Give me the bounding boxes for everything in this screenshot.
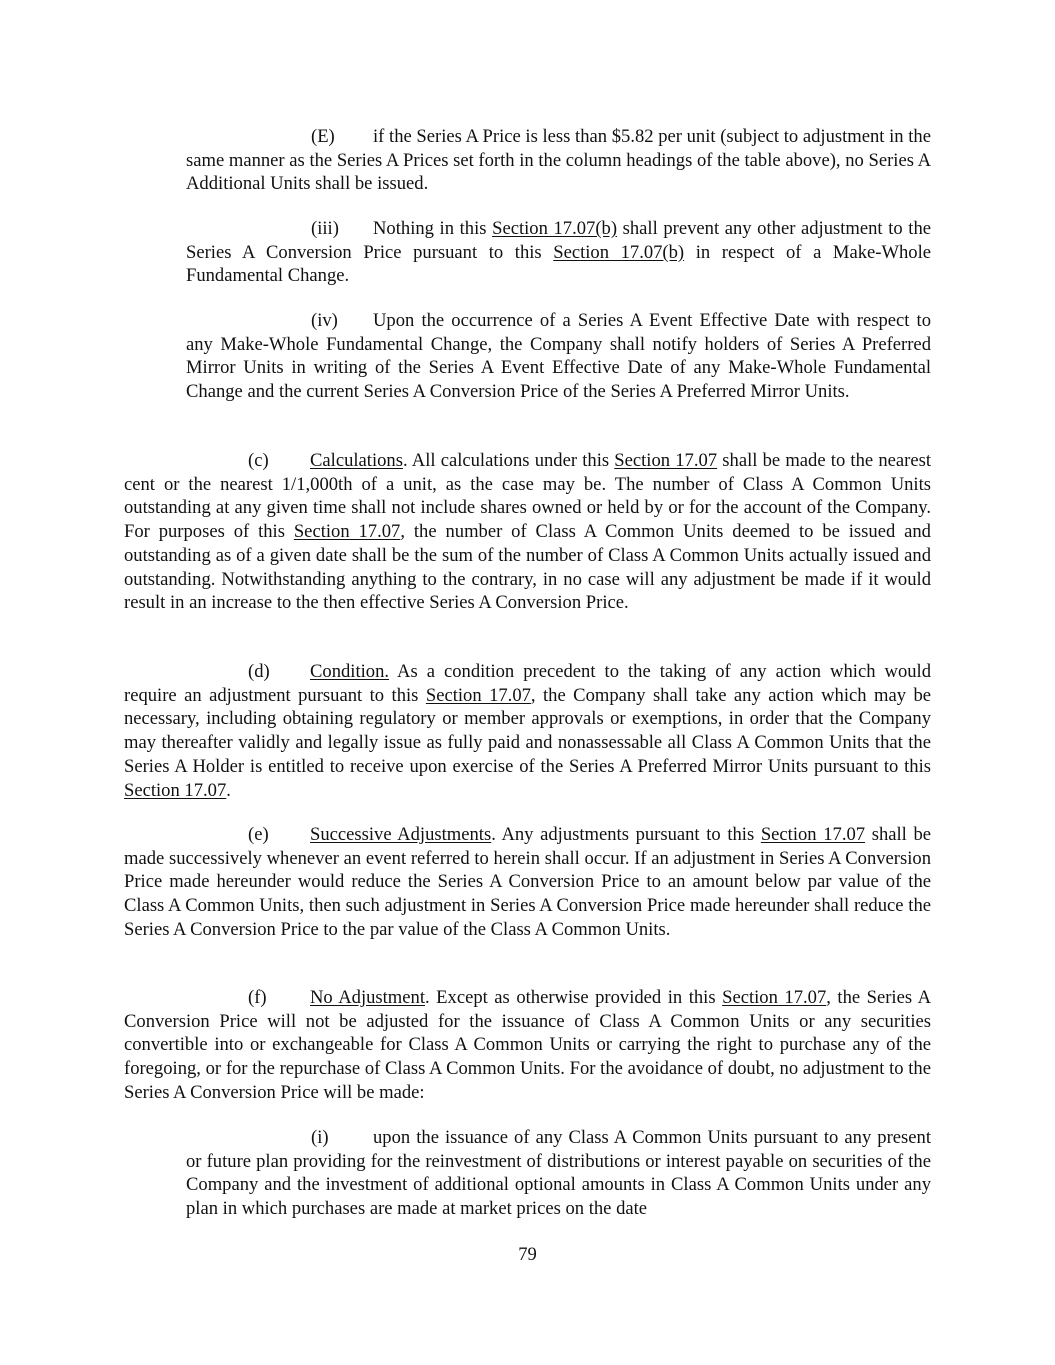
section-reference: Section 17.07 (760, 824, 866, 845)
paragraph-text: . Any adjustments pursuant to this (491, 824, 761, 845)
section-reference: Section 17.07 (425, 684, 531, 706)
paragraph-number: (E) (311, 126, 335, 147)
paragraph-text: . (226, 779, 231, 801)
paragraph-text: shall be made successively whenever an event referred to herein shall occur. If an adjustment in Series A Conversion Price made hereunder would reduce the Series A Conversion Price to an amount below par value of the Class A Common Units, then such adjustment in Series A Conversion Price made hereunder shall reduce the Series A Conversion Price to the par value of the Class A Common Units. (124, 824, 932, 940)
section-reference: Section 17.07 (614, 450, 718, 471)
paragraph-text: shall prevent any other adjustment to the Series A Conversion Price pursuant to this (186, 218, 931, 263)
paragraph-text: , the Company shall take any action which may be necessary, including obtaining regulatory or member approvals or exemptions, in order that the Company may thereafter validly and legally issue as fully paid and nonassessable all Class A Common Units that the Series A Holder is entitled to receive upon exercise of the Series A Preferred Mirror Units pursuant to this (124, 684, 931, 777)
section-reference: Section 17.07 (722, 987, 827, 1008)
paragraph-number: (i) (311, 1127, 329, 1148)
paragraph-number: (d) (248, 661, 270, 682)
paragraph-text: , the Series A Conversion Price will not be adjusted for the issuance of Class A Common Units or any securities convertible into or exchangeable for Class A Common Units or carrying the right to purchase any of the foregoing, or for the repurchase of Class A Common Units. For the avoidance of doubt, no adjustment to the Series A Conversion Price will be made: (124, 987, 932, 1103)
paragraph-number: (iii) (311, 218, 339, 239)
paragraph-text: As a condition precedent to the taking of any action which would require an adjustment pursuant to this (124, 661, 931, 706)
paragraph-e (124, 823, 931, 942)
paragraph-number: (c) (248, 450, 269, 471)
section-heading: Condition. (310, 661, 390, 682)
paragraph-text: shall be made to the nearest cent or the nearest 1/1,000th of a unit, as the case may be. The number of Class A Common Units outstanding at any given time shall not include shares owned or held by or for the account of the Company. For purposes of this (124, 450, 931, 543)
paragraph-number: (e) (248, 824, 269, 845)
paragraph-c (124, 449, 931, 615)
paragraph-text: Upon the occurrence of a Series A Event Effective Date with respect to any Make-Whole Fundamental Change, the Company shall notify holders of Series A Preferred Mirror Units in writing of the Series A Event Effective Date of any Make-Whole Fundamental Change and the current Series A Conversion Price of the Series A Preferred Mirror Units. (186, 310, 931, 403)
section-reference: Section 17.07 (293, 521, 401, 543)
section-heading: No Adjustment (310, 987, 425, 1008)
paragraph-iii (186, 217, 931, 288)
paragraph-E (186, 125, 931, 196)
paragraph-number: (iv) (311, 310, 338, 331)
section-reference: Section 17.07 (124, 779, 227, 801)
section-heading: Calculations (310, 450, 403, 471)
paragraph-i (186, 1126, 931, 1221)
paragraph-text: upon the issuance of any Class A Common Units pursuant to any present or future plan providing for the reinvestment of distributions or interest payable on securities of the Company and the investment of additional optional amounts in Class A Common Units under any plan in which purchases are made at market prices on the date (186, 1127, 931, 1220)
paragraph-d (124, 660, 931, 802)
section-reference: Section 17.07(b) (553, 241, 685, 263)
paragraph-iv (186, 309, 931, 404)
paragraph-text: . All calculations under this (402, 450, 615, 471)
paragraph-text: if the Series A Price is less than $5.82 per unit (subject to adjustment in the same manner as the Series A Prices set forth in the column headings of the table above), no Series A Additional Units shall be issued. (186, 126, 931, 195)
paragraph-text: . Except as otherwise provided in this (425, 987, 723, 1008)
page-number: 79 (518, 1244, 537, 1265)
section-reference: Section 17.07(b) (492, 218, 618, 239)
paragraph-text: Nothing in this (373, 218, 493, 239)
paragraph-text: in respect of a Make-Whole Fundamental Change. (186, 241, 932, 287)
paragraph-text: , the number of Class A Common Units deemed to be issued and outstanding as of a given date shall be the sum of the number of Class A Common Units actually issued and outstanding. Notwithstanding anything to the contrary, in no case will any adjustment be made if it would result in an increase to the then effective Series A Conversion Price. (124, 521, 931, 614)
section-heading: Successive Adjustments (310, 824, 492, 845)
paragraph-f (124, 986, 931, 1105)
paragraph-number: (f) (248, 987, 267, 1008)
